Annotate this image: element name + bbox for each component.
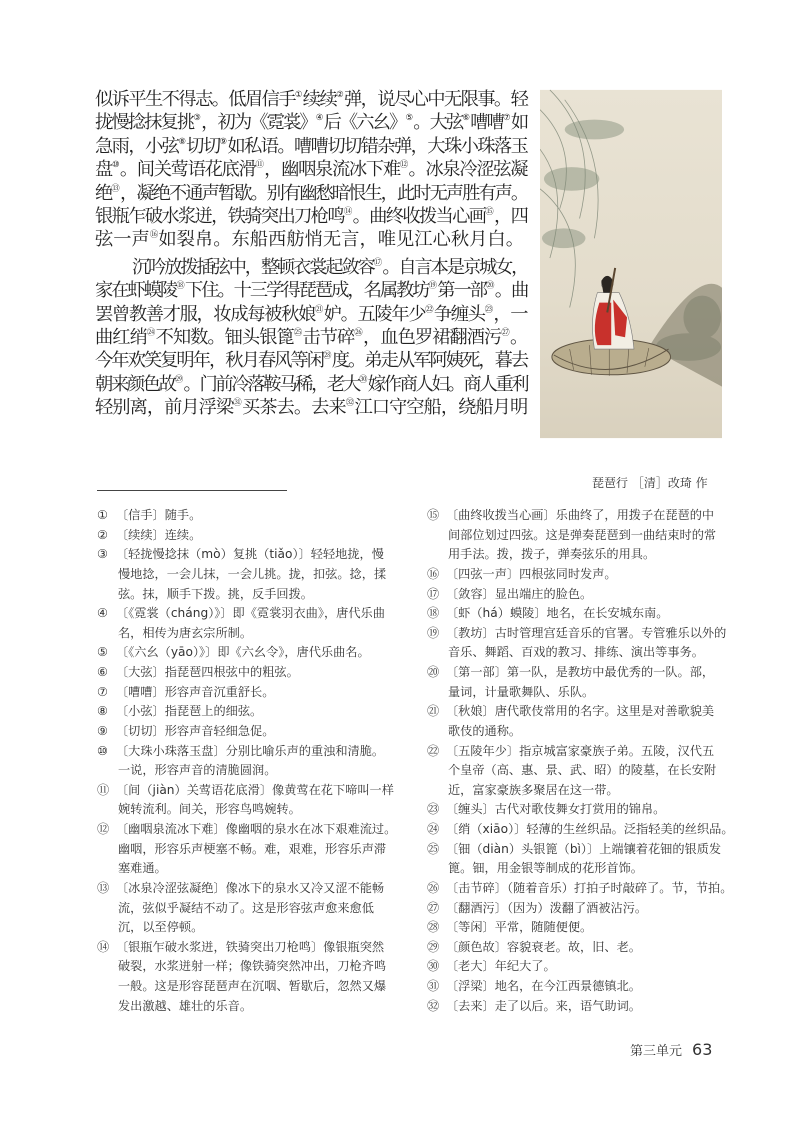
footnote-line xyxy=(97,683,397,703)
footnote-number: ⑤ xyxy=(97,645,108,660)
footnote xyxy=(97,702,397,722)
footnote-text: 〔老大〕年纪大了。 xyxy=(446,959,556,974)
footnote-text: 〔缠头〕古代对歌伎舞女打赏用的锦帛。 xyxy=(446,802,666,817)
footnote-number: ㉘ xyxy=(427,920,440,935)
footnotes-left-column xyxy=(97,506,397,1016)
footnote-ref[interactable]: ㉓ xyxy=(484,304,494,315)
footnote xyxy=(427,702,719,741)
footnote-ref[interactable]: ㉛ xyxy=(233,398,242,409)
footnote-line xyxy=(97,957,397,977)
footnote-ref[interactable]: ① xyxy=(294,90,303,100)
footnote xyxy=(97,722,397,742)
footnote-number: ③ xyxy=(97,547,108,562)
poem-line: 今年欢笑复明年，秋月春风等闲$^㉘$度。弟走从军阿姨死，暮去 xyxy=(95,350,527,372)
footnote-text: 音乐、舞蹈、百戏的教习、排练、演出等事务。 xyxy=(448,645,704,660)
footnote-line xyxy=(427,859,719,879)
footnote-number: ㉓ xyxy=(427,802,440,817)
poem-line: 轻别离，前月浮梁$^㉛$买茶去。去来$^㉜$江口守空船，绕船月明 xyxy=(95,397,527,419)
footnote xyxy=(97,663,397,683)
footnote-ref[interactable]: ⑦ xyxy=(503,113,511,124)
poem-line: 罢曾教善才服，妆成每被秋娘$^㉑$妒。五陵年少$^㉒$争缠头$^㉓$，一 xyxy=(95,303,527,325)
footnote xyxy=(97,781,397,820)
poem-text xyxy=(95,88,527,419)
footnote-text: 〔教坊〕古时管理宫廷音乐的官署。专管雅乐以外的 xyxy=(446,625,727,640)
footnote-line xyxy=(427,997,719,1017)
poem-line: 弦一声⑯如裂帛。东船西舫悄无言，唯见江心秋月白。 xyxy=(95,229,524,251)
footnote-number: ⑳ xyxy=(427,665,440,679)
footnote-line xyxy=(427,604,719,624)
footnote-text: 〔冰泉冷涩弦凝绝〕像冰下的泉水又冷又涩不能畅 xyxy=(116,880,385,895)
poem-line: 急雨，小弦⑧切切⑨如私语。嘈嘈切切错杂弹，大珠小珠落玉 xyxy=(95,135,528,157)
footnote-text: 篦。钿，用金银等制成的花形首饰。 xyxy=(448,861,643,876)
footnote-text: 塞难通。 xyxy=(118,861,167,876)
footnote-text: 〔间（jiàn）关莺语花底滑〕像黄莺在花下啼叫一样 xyxy=(116,782,394,797)
footnote xyxy=(97,938,397,1017)
footnote-line xyxy=(97,840,397,860)
footnote xyxy=(427,506,719,565)
footnote-line xyxy=(427,722,719,742)
footnote-line xyxy=(97,624,397,644)
footnote-ref[interactable]: ㉗ xyxy=(501,327,510,338)
footnote-ref[interactable]: ④ xyxy=(315,113,324,124)
footnote-text: 〔信手〕随手。 xyxy=(116,508,202,522)
footnote-line xyxy=(97,938,397,958)
footnote-text: 〔轻拢慢捻抹（mò）复挑（tiǎo）〕轻轻地拢，慢 xyxy=(116,547,384,562)
footnote-text: 〔四弦一声〕四根弦同时发声。 xyxy=(446,566,617,581)
page-footer xyxy=(630,1040,712,1059)
footnote-ref[interactable]: ⑩ xyxy=(111,160,120,171)
footnote-text: 流，弦似乎凝结不动了。这是形容弦声愈来愈低 xyxy=(118,900,374,915)
footnote-line xyxy=(97,800,397,820)
footnote-line xyxy=(427,585,719,605)
footnote-number: ㉔ xyxy=(427,822,440,836)
poem-line: 沉吟放拨插弦中，整顿衣裳起敛容⑰。自言本是京城女， xyxy=(132,256,527,278)
footnote-ref[interactable]: ㉔ xyxy=(146,327,156,338)
footnote-ref[interactable]: ㉙ xyxy=(174,374,184,385)
footnote-text: 婉转流利。间关，形容鸟鸣婉转。 xyxy=(118,802,301,817)
footnote-text: 个皇帝（高、惠、景、武、昭）的陵墓，在长安附 xyxy=(448,763,717,778)
footnote xyxy=(97,742,397,781)
footnote-text: 近，富家豪族多聚居在这一带。 xyxy=(448,782,619,797)
footnote-text: 破裂，水浆迸射一样；像铁骑突然冲出，刀枪齐鸣 xyxy=(118,959,387,974)
footnote-ref[interactable]: ㉑ xyxy=(314,304,324,315)
footnote-line xyxy=(427,781,719,801)
footnote-text: 〔《六幺（yāo）》〕即《六幺令》，唐代乐曲名。 xyxy=(116,645,370,660)
footnote-text: 用手法。拨，拨子，弹奏弦乐的用具。 xyxy=(448,547,656,562)
poem-line: 朝来颜色故$^㉙$。门前冷落鞍马稀，老大$^㉚$嫁作商人妇。商人重利 xyxy=(95,373,527,395)
footnote-line xyxy=(97,663,397,683)
footnote xyxy=(427,624,727,663)
footnote-line xyxy=(427,820,734,840)
footnote-line xyxy=(427,663,719,683)
footnote-number: ㉕ xyxy=(427,841,440,856)
footnote-line xyxy=(427,526,719,546)
footnote xyxy=(427,820,734,840)
footnote-text: 〔翻酒污〕（因为）泼翻了酒被沾污。 xyxy=(446,900,648,915)
footnote-text: 〔等闲〕平常，随随便便。 xyxy=(446,920,593,935)
painting-caption: 琵琶行 ［清］改琦 作 xyxy=(592,476,708,490)
footnote-ref[interactable]: ③ xyxy=(193,113,202,124)
footnote xyxy=(427,800,719,820)
footnote-number: ④ xyxy=(97,606,108,621)
footnote-line xyxy=(97,820,397,840)
footnote-number: ㉒ xyxy=(427,743,440,758)
footnote-line xyxy=(97,643,397,663)
footnote-number: ⑬ xyxy=(97,880,110,895)
footnote-text: 一般。这是形容琵琶声在沉咽、暂歇后，忽然又爆 xyxy=(118,979,387,993)
footnote xyxy=(97,506,397,526)
footnote-text: 弦。抹，顺手下拨。挑，反手回拨。 xyxy=(118,586,313,601)
footnote-ref[interactable]: ⑪ xyxy=(255,160,265,171)
footnote-text: 〔切切〕形容声音轻细急促。 xyxy=(116,723,275,738)
footnote-line xyxy=(97,742,397,762)
footnote-text: 〔击节碎〕（随着音乐）打拍子时敲碎了。节，节拍。 xyxy=(446,880,733,895)
footnote-ref[interactable]: ⑳ xyxy=(486,281,495,292)
footnote-ref[interactable]: ⑰ xyxy=(373,257,383,268)
footnote-line xyxy=(97,585,397,605)
footnote-line xyxy=(427,977,719,997)
footnote xyxy=(427,918,719,938)
footnote-line xyxy=(97,545,397,565)
footnote-number: ① xyxy=(97,508,108,522)
footnote-number: ⑲ xyxy=(427,625,440,640)
footnote-text: 一说，形容声音的清脆圆润。 xyxy=(118,763,277,778)
footnote-text: 〔浮梁〕地名，在今江西景德镇北。 xyxy=(446,979,641,993)
footnote-ref[interactable]: ⑫ xyxy=(399,160,409,171)
footnote-number: ㉗ xyxy=(427,900,440,915)
footnote-text: 歌伎的通称。 xyxy=(448,723,522,738)
footnote-number: ⑩ xyxy=(97,743,108,758)
footnote-text: 〔银瓶乍破水浆迸，铁骑突出刀枪鸣〕像银瓶突然 xyxy=(116,939,385,954)
footnote xyxy=(427,663,719,702)
footnote-line xyxy=(97,918,397,938)
footnote-number: ㉛ xyxy=(427,979,440,993)
footnote-ref[interactable]: ⑬ xyxy=(111,183,121,194)
footnote-ref[interactable]: ⑯ xyxy=(149,230,159,241)
footnote-ref[interactable]: ⑤ xyxy=(405,113,414,124)
poem-line: 银瓶乍破水浆迸，铁骑突出刀枪鸣⑭。曲终收拨当心画⑮，四 xyxy=(95,205,527,227)
footnote-text: 沉，以至停顿。 xyxy=(118,920,204,935)
footnote-text: 〔颜色故〕容貌衰老。故，旧、老。 xyxy=(446,939,641,954)
footnote-ref[interactable]: ② xyxy=(336,90,344,100)
footnote-text: 名，相传为唐玄宗所制。 xyxy=(118,625,253,640)
poem-line: 曲红绡$^㉔$不知数。钿头银篦$^㉕$击节碎$^㉖$，血色罗裙翻酒污$^㉗$。 xyxy=(95,326,527,348)
footnote-text: 〔钿（diàn）头银篦（bì）〕上端镶着花钿的银质发 xyxy=(446,841,722,856)
footnote-number: ㉑ xyxy=(427,704,440,719)
footnote-text: 〔大弦〕指琵琶四根弦中的粗弦。 xyxy=(116,665,299,679)
footnote-line xyxy=(427,918,719,938)
footnote xyxy=(427,879,733,899)
footnote-line xyxy=(97,977,397,997)
footnote-line xyxy=(97,781,397,801)
footnote-line xyxy=(97,722,397,742)
poem-line: 家在虾蟆陵⑱下住。十三学得琵琶成，名属教坊⑲第一部⑳。曲 xyxy=(95,280,528,302)
footnote xyxy=(427,565,719,585)
footnote-line xyxy=(97,859,397,879)
footnote xyxy=(97,879,397,938)
footnote-number: ⑯ xyxy=(427,566,440,581)
footnote-number: ⑰ xyxy=(427,586,440,601)
footnotes-right-column xyxy=(427,506,734,1016)
poem-line: 似诉平生不得志。低眉信手①续续②弹，说尽心中无限事。轻 xyxy=(95,89,527,110)
footnote xyxy=(427,977,719,997)
footnote-line xyxy=(97,899,397,919)
footnote-text: 〔五陵年少〕指京城富家豪族子弟。五陵，汉代五 xyxy=(446,743,715,758)
footnote-ref[interactable]: ⑥ xyxy=(462,113,471,124)
footnote-number: ⑥ xyxy=(97,665,108,679)
footnote-text: 〔大珠小珠落玉盘〕分别比喻乐声的重浊和清脆。 xyxy=(116,743,385,758)
footnote-number: ⑪ xyxy=(97,782,110,797)
footnote-ref[interactable]: ⑮ xyxy=(485,206,495,217)
poem-line: 绝⑬，凝绝不通声暂歇。别有幽愁暗恨生，此时无声胜有声。 xyxy=(95,182,527,204)
footnote-line xyxy=(97,879,397,899)
footnote-text: 〔嘈嘈〕形容声音沉重舒长。 xyxy=(116,684,275,699)
footnote-line xyxy=(97,702,397,722)
footnote-text: 〔绡（xiāo）〕轻薄的生丝织品。泛指轻美的丝织品。 xyxy=(446,822,734,836)
footnote-text: 〔去来〕走了以后。来，语气助词。 xyxy=(446,998,641,1013)
footnote-line xyxy=(427,761,719,781)
footnote-line xyxy=(97,506,397,526)
footnote-number: ⑧ xyxy=(97,704,108,719)
footnote-number: ⑨ xyxy=(97,723,108,738)
footnote-line xyxy=(427,899,719,919)
footnote-text: 量词，计量歌舞队、乐队。 xyxy=(448,684,595,699)
footnote-ref[interactable]: ⑨ xyxy=(219,136,228,147)
painting-pipa-xing xyxy=(540,88,722,440)
footnote xyxy=(97,643,397,663)
footnote-number: ⑫ xyxy=(97,822,110,836)
footnote-text: 〔敛容〕显出端庄的脸色。 xyxy=(446,586,593,601)
page-number: 63 xyxy=(692,1040,713,1059)
footnote-text: 发出激越、雄壮的乐音。 xyxy=(118,998,253,1013)
footnote-number: ⑭ xyxy=(97,939,110,954)
footnote-text: 〔虾（há）蟆陵〕地名，在长安城东南。 xyxy=(446,606,669,621)
footnote-line xyxy=(97,997,397,1017)
footnote-text: 间部位划过四弦。这是弹奏琵琶到一曲结束时的常 xyxy=(448,527,717,542)
footnote-ref[interactable]: ㉖ xyxy=(354,327,364,338)
footnote-line xyxy=(97,604,397,624)
footnote-number: ⑮ xyxy=(427,508,440,522)
footnote xyxy=(427,585,719,605)
footnote xyxy=(427,604,719,624)
footnote-text: 〔续续〕连续。 xyxy=(116,527,202,542)
poem-line: 盘⑩。间关莺语花底滑⑪，幽咽泉流冰下难⑫。冰泉冷涩弦凝 xyxy=(95,159,527,181)
footnote xyxy=(427,899,719,919)
footnote-number: ⑦ xyxy=(97,684,108,699)
footnote-text: 〔幽咽泉流冰下难〕像幽咽的泉水在冰下艰难流过。 xyxy=(116,822,397,836)
poem-line: 拢慢捻抹复挑③，初为《霓裳》④后《六幺》⑤。大弦⑥嘈嘈⑦如 xyxy=(95,112,528,134)
footnote-line xyxy=(427,702,719,722)
footnote xyxy=(97,604,397,643)
footnote-ref[interactable]: ㉜ xyxy=(345,398,355,409)
footnote-line xyxy=(427,565,719,585)
footnote-ref[interactable]: ⑱ xyxy=(176,281,185,292)
footnote xyxy=(97,683,397,703)
footnote xyxy=(97,526,397,546)
footnote-ref[interactable]: ㉒ xyxy=(425,304,434,315)
footnote-ref[interactable]: ㉕ xyxy=(293,327,303,338)
footnote-line xyxy=(427,506,719,526)
footnote-text: 〔曲终收拨当心画〕乐曲终了，用拨子在琵琶的中 xyxy=(446,508,715,522)
footnote-number: ㉙ xyxy=(427,939,440,954)
poem-paragraph xyxy=(95,256,527,420)
footnote-text: 〔小弦〕指琵琶上的细弦。 xyxy=(116,704,263,719)
footnote-line xyxy=(97,761,397,781)
footnote-line xyxy=(427,938,719,958)
footnote-number: ㉚ xyxy=(427,959,440,974)
footnote xyxy=(97,545,397,604)
footnote-line xyxy=(427,683,719,703)
footnote-line xyxy=(97,565,397,585)
footnote-line xyxy=(427,879,733,899)
footnote xyxy=(427,997,719,1017)
footnote xyxy=(427,957,719,977)
footnote-ref[interactable]: ⑭ xyxy=(343,206,353,217)
footnote-line xyxy=(427,545,719,565)
footnote-text: 幽咽，形容乐声梗塞不畅。难，艰难，形容乐声滞 xyxy=(118,841,387,856)
footnote-line xyxy=(427,643,719,663)
footnote-number: ㉖ xyxy=(427,880,440,895)
footnote-number: ⑱ xyxy=(427,606,440,621)
footnote xyxy=(97,820,397,879)
footnote-line xyxy=(427,624,727,644)
footnote-text: 〔秋娘〕唐代歌伎常用的名字。这里是对善歌貌美 xyxy=(446,704,715,719)
footnote-number: ② xyxy=(97,527,108,542)
footnote-text: 〔《霓裳（cháng）》〕即《霓裳羽衣曲》，唐代乐曲 xyxy=(116,606,385,621)
footnote xyxy=(427,840,722,879)
footnote-line xyxy=(427,957,719,977)
footnote-text: 慢地捻，一会儿抹，一会儿挑。拢，扣弦。捻，揉 xyxy=(118,566,387,581)
footnote-text: 〔第一部〕第一队，是教坊中最优秀的一队。部， xyxy=(446,665,715,679)
footnote-line xyxy=(427,742,719,762)
footnote-line xyxy=(427,840,722,860)
footnote-divider xyxy=(97,490,287,491)
footnote xyxy=(427,938,719,958)
footnote-ref[interactable]: ㉚ xyxy=(358,374,368,385)
footnote-ref[interactable]: ㉘ xyxy=(323,351,332,362)
poem-paragraph xyxy=(95,88,527,252)
footnote-number: ㉜ xyxy=(427,998,440,1013)
unit-label: 第三单元 xyxy=(630,1044,683,1059)
footnote-line xyxy=(427,800,719,820)
footnote-ref[interactable]: ⑧ xyxy=(178,136,187,147)
footnote xyxy=(427,742,719,801)
footnote-line xyxy=(97,526,397,546)
footnote-ref[interactable]: ⑲ xyxy=(428,281,438,292)
